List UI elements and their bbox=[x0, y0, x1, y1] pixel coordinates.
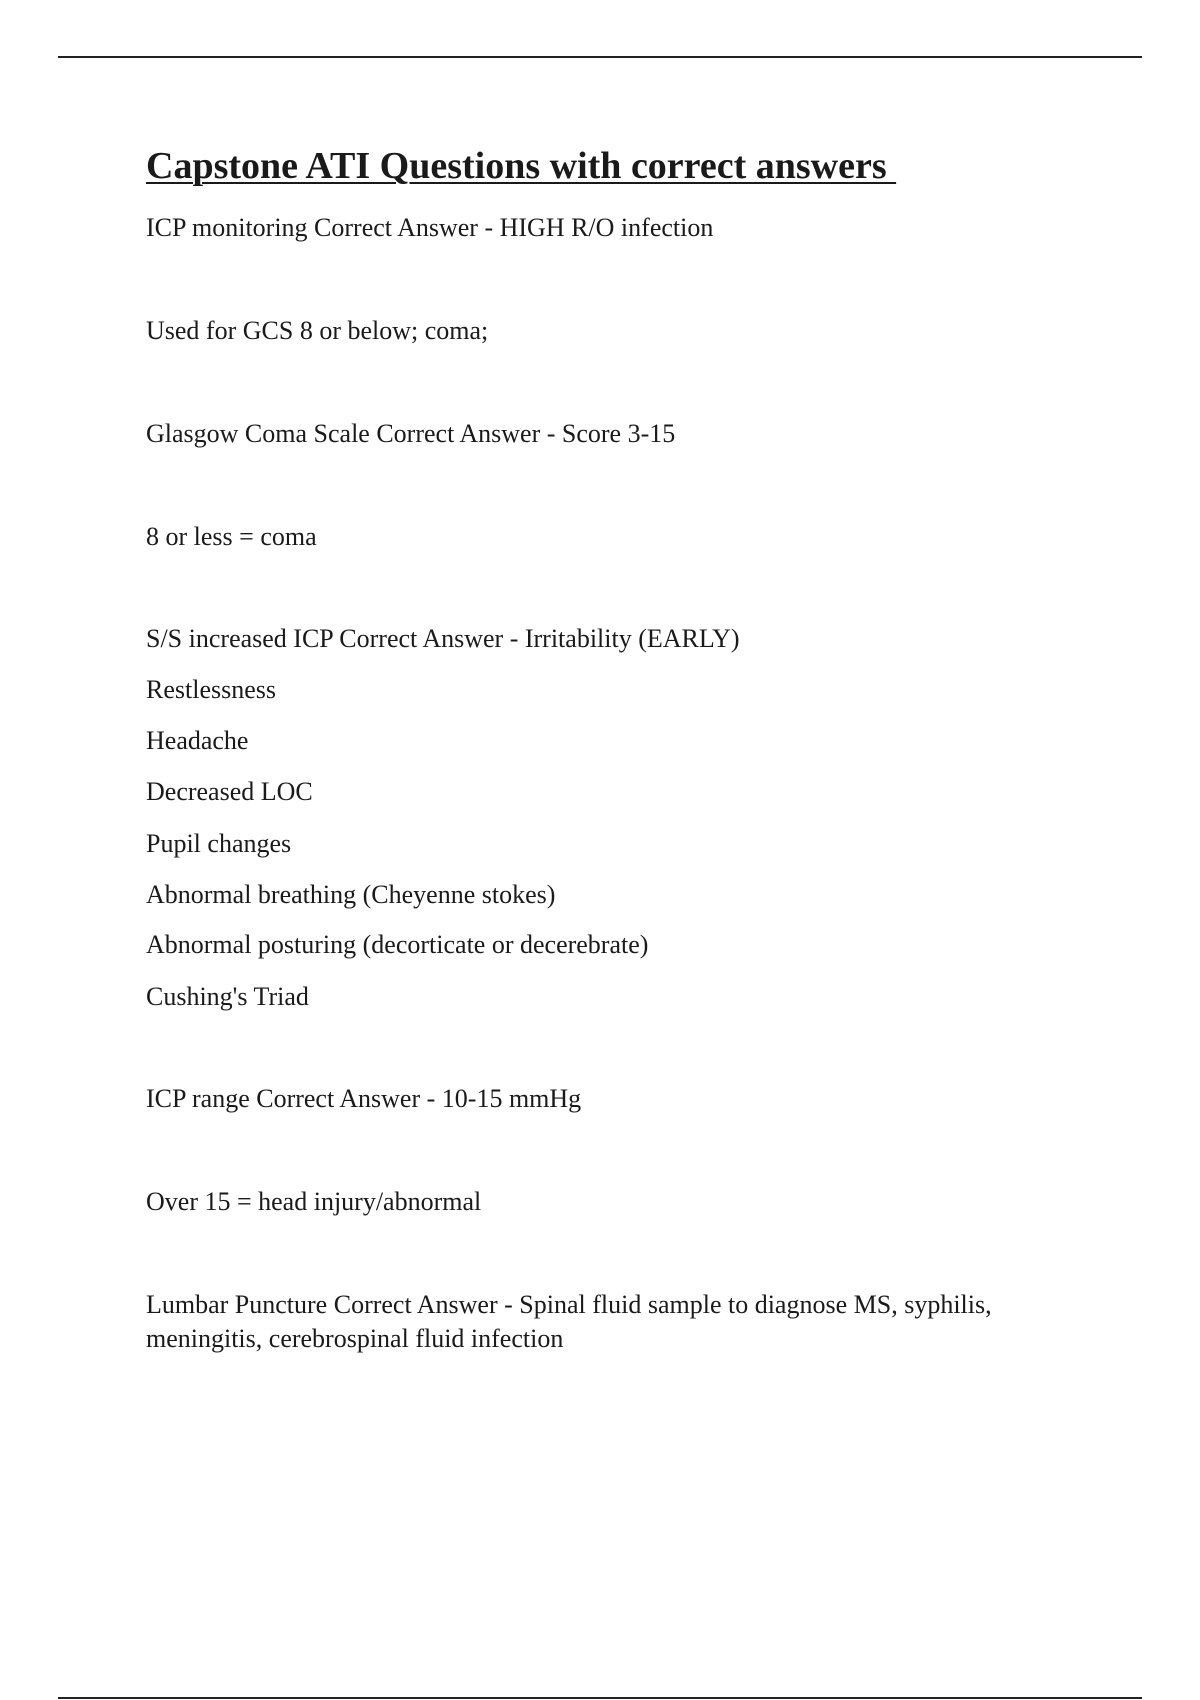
qa-glasgow-coma-scale: Glasgow Coma Scale Correct Answer - Score 3-15 bbox=[146, 419, 676, 448]
qa-icp-range-note: Over 15 = head injury/abnormal bbox=[146, 1187, 482, 1216]
qa-ss-item-abnormal-breathing: Abnormal breathing (Cheyenne stokes) bbox=[146, 880, 556, 909]
qa-ss-item-headache: Headache bbox=[146, 726, 249, 755]
qa-ss-item-decreased-loc: Decreased LOC bbox=[146, 777, 313, 806]
qa-icp-range: ICP range Correct Answer - 10-15 mmHg bbox=[146, 1084, 582, 1113]
qa-ss-item-abnormal-posturing: Abnormal posturing (decorticate or decerebrate) bbox=[146, 930, 649, 959]
document-title: Capstone ATI Questions with correct answers bbox=[146, 145, 897, 187]
qa-icp-monitoring-note: Used for GCS 8 or below; coma; bbox=[146, 316, 489, 345]
qa-ss-item-restlessness: Restlessness bbox=[146, 675, 276, 704]
top-divider bbox=[58, 56, 1142, 58]
qa-ss-item-cushings-triad: Cushing's Triad bbox=[146, 982, 309, 1011]
qa-ss-item-pupil-changes: Pupil changes bbox=[146, 829, 292, 858]
bottom-divider bbox=[58, 1697, 1142, 1699]
qa-ss-increased-icp: S/S increased ICP Correct Answer - Irritability (EARLY) bbox=[146, 624, 740, 653]
qa-glasgow-coma-scale-note: 8 or less = coma bbox=[146, 522, 317, 551]
qa-icp-monitoring: ICP monitoring Correct Answer - HIGH R/O infection bbox=[146, 213, 714, 242]
qa-lumbar-puncture: Lumbar Puncture Correct Answer - Spinal fluid sample to diagnose MS, syphilis, meningitis, cerebrospinal fluid infection bbox=[146, 1290, 992, 1353]
